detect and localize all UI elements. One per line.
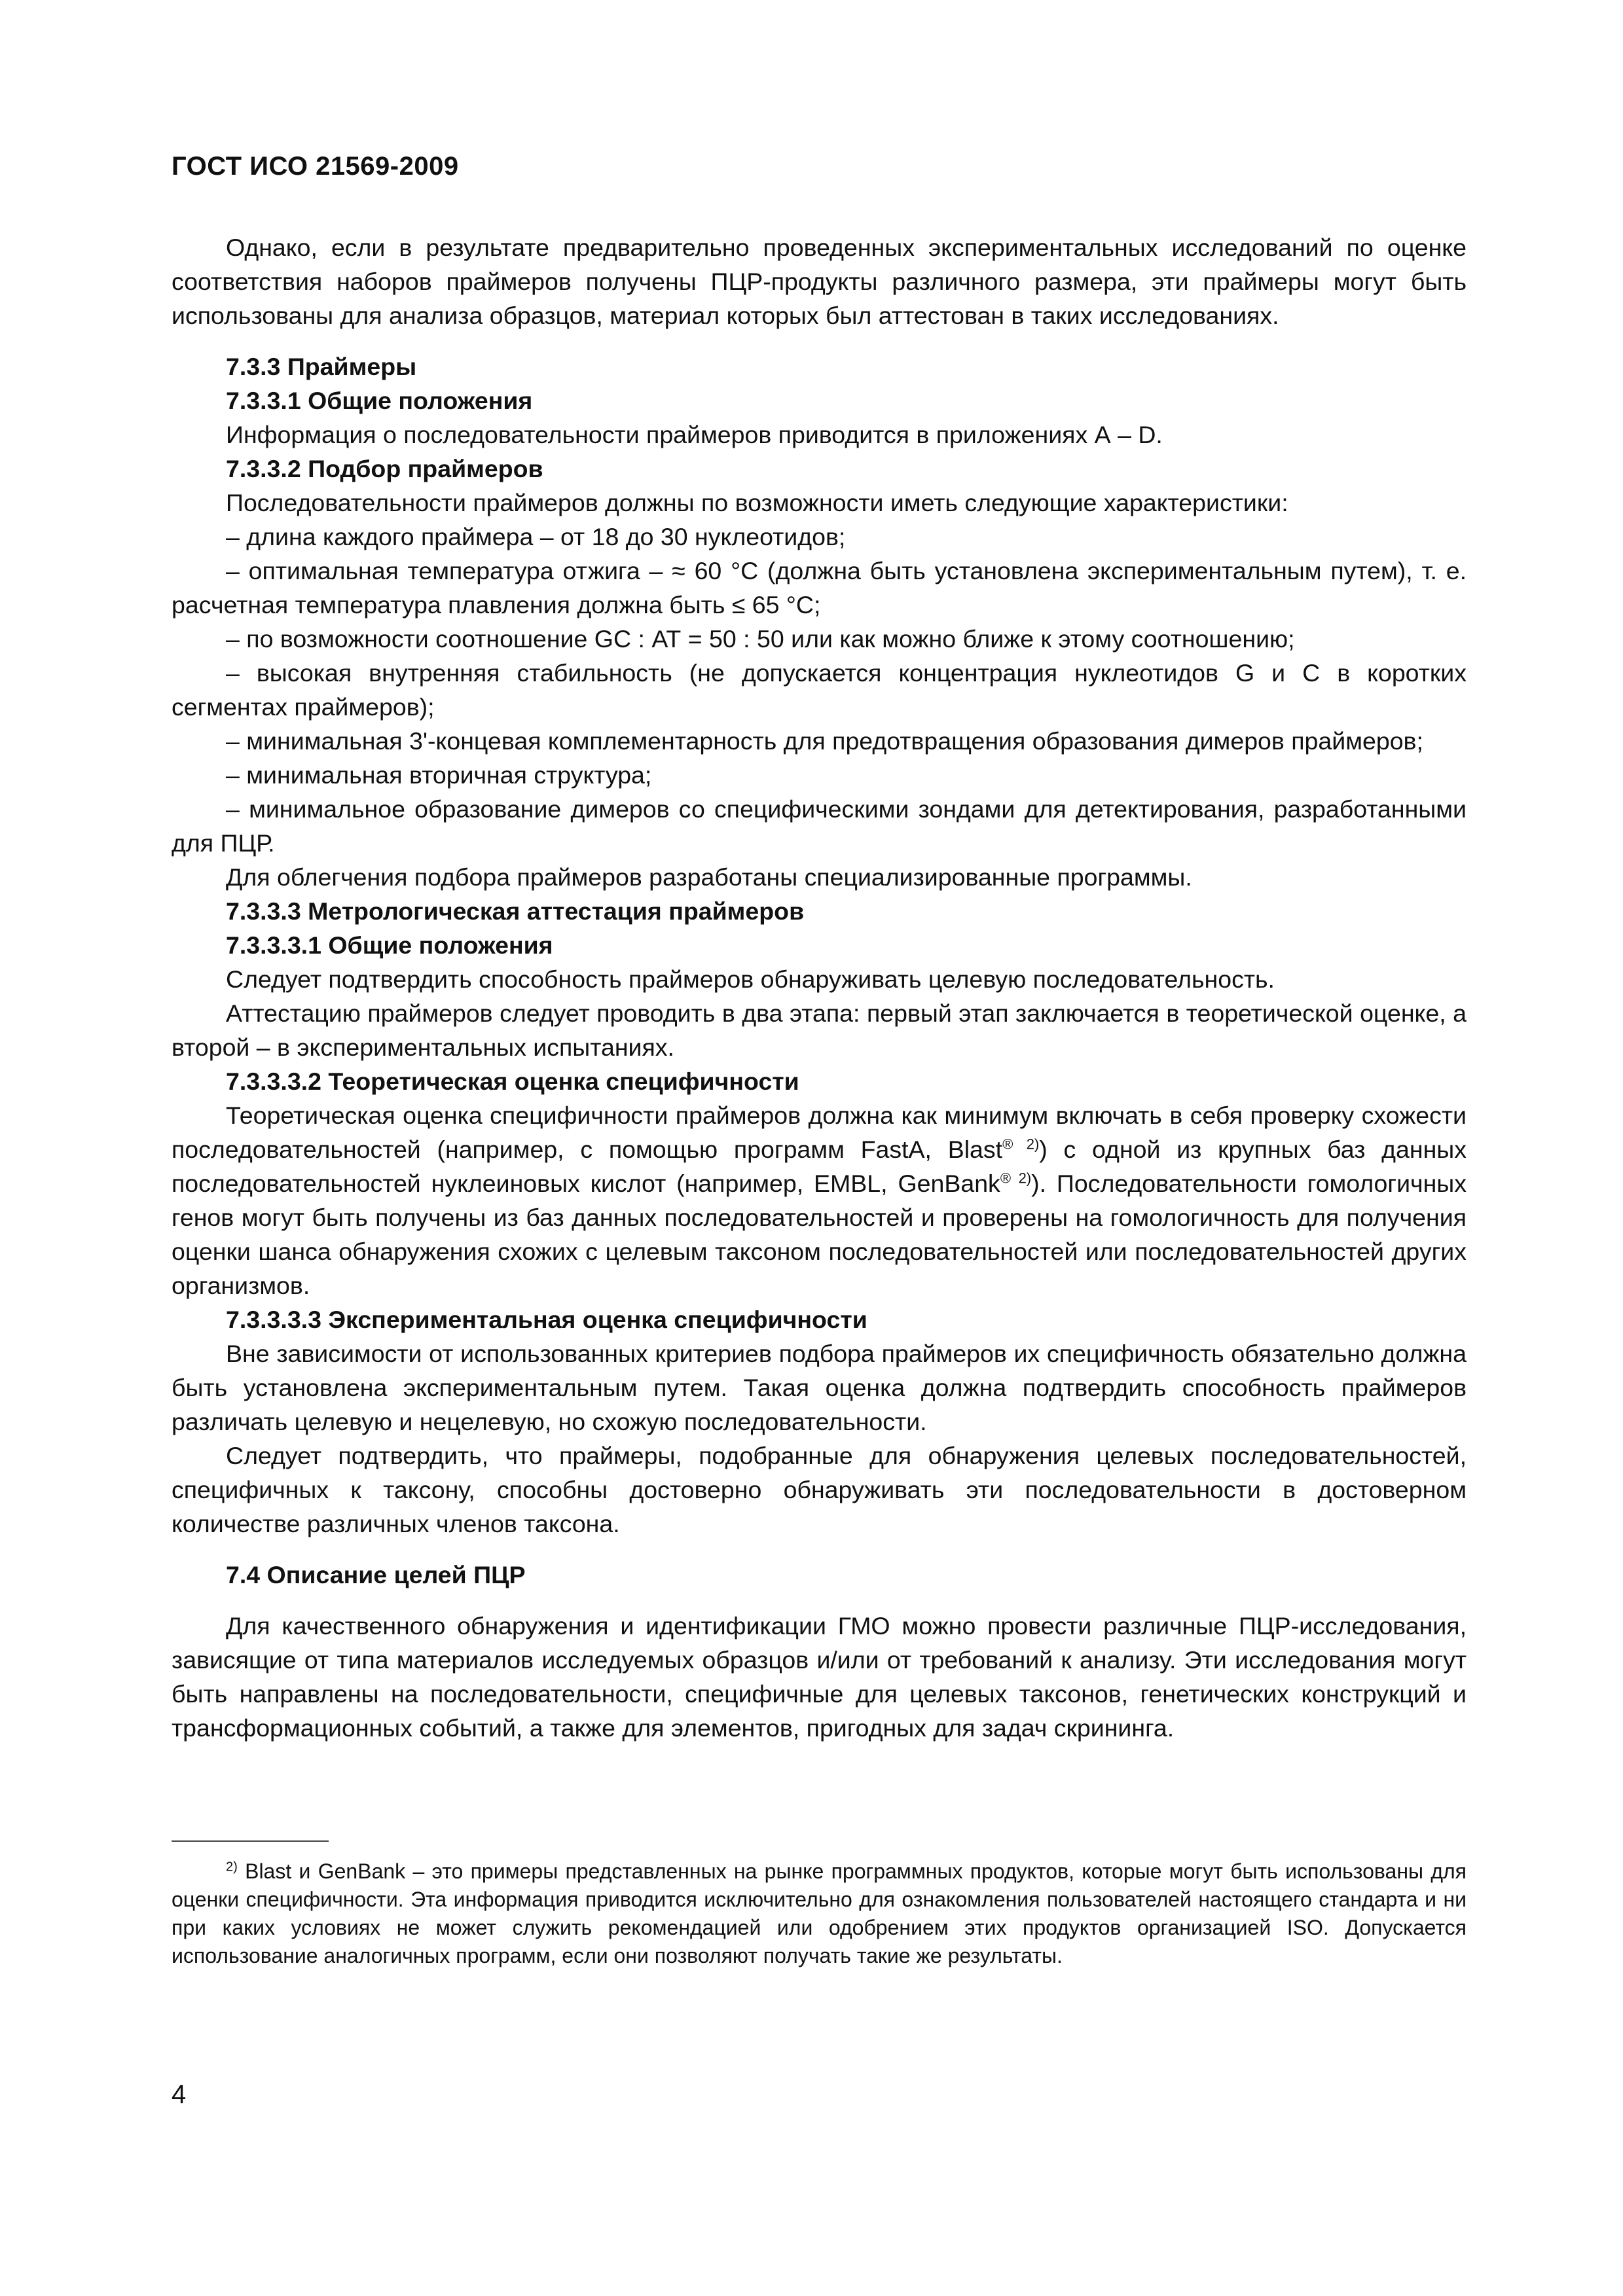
document-header: ГОСТ ИСО 21569-2009 <box>172 152 459 181</box>
page-number: 4 <box>172 2080 187 2109</box>
footnote <box>172 1857 1467 1970</box>
paragraph-text: Теоретическая оценка специфичности праймеров должна как минимум включать в себя проверку схожести последовательностей (например, с помощью программ FastA, Blast <box>172 1102 1467 1163</box>
list-item: – высокая внутренняя стабильность (не допускается концентрация нуклеотидов G и С в коротких сегментах праймеров); <box>172 659 1467 721</box>
footnote-paragraph <box>172 1857 1467 1970</box>
footnote-separator <box>172 1840 329 1842</box>
heading-7-4: 7.4 Описание целей ПЦР <box>226 1561 526 1588</box>
footnote-reference: ® 2) <box>1002 1136 1040 1153</box>
paragraph-7-4: Для качественного обнаружения и идентификации ГМО можно провести различные ПЦР-исследования, зависящие от типа материалов исследуемых образцов и/или от требований к анализу. Эти исследования могут быть направлены на последовательности, специфичные для целевых таксонов, генетических конструкций и трансформационных событий, а также для элементов, пригодных для задач скрининга. <box>172 1612 1467 1742</box>
list-item: – минимальная 3'-концевая комплементарность для предотвращения образования димеров праймеров; <box>226 727 1423 755</box>
list-item: – минимальная вторичная структура; <box>226 761 652 789</box>
heading-7-3-3-2: 7.3.3.2 Подбор праймеров <box>226 455 543 482</box>
paragraph-7-3-3-3-1-b: Аттестацию праймеров следует проводить в два этапа: первый этап заключается в теоретической оценке, а второй – в экспериментальных испытаниях. <box>172 999 1467 1061</box>
heading-7-3-3-3: 7.3.3.3 Метрологическая аттестация праймеров <box>226 897 805 925</box>
list-item: – оптимальная температура отжига – ≈ 60 °С (должна быть установлена экспериментальным путем), т. е. расчетная температура плавления должна быть ≤ 65 °С; <box>172 557 1467 619</box>
footnote-mark: 2) <box>226 1859 238 1874</box>
paragraph-7-3-3-3-2 <box>172 1098 1467 1302</box>
footnote-text: Blast и GenBank – это примеры представленных на рынке программных продуктов, которые могут быть использованы для оценки специфичности. Эта информация приводится исключительно для ознакомления пользователей настоящего стандарта и ни при каких условиях не может служить рекомендацией или одобрением этих продуктов организацией ISO. Допускается использование аналогичных программ, если они позволяют получать такие же результаты. <box>172 1859 1467 1967</box>
paragraph-7-3-3-2-intro: Последовательности праймеров должны по возможности иметь следующие характеристики: <box>226 489 1288 516</box>
footnote-reference: ® 2) <box>1000 1170 1032 1187</box>
list-item: – минимальное образование димеров со специфическими зондами для детектирования, разработанными для ПЦР. <box>172 795 1467 857</box>
heading-7-3-3-3-3: 7.3.3.3.3 Экспериментальная оценка специфичности <box>226 1306 867 1333</box>
paragraph-7-3-3-3-3-a: Вне зависимости от использованных критериев подбора праймеров их специфичность обязательно должна быть установлена экспериментальным путем. Такая оценка должна подтвердить способность праймеров различать целевую и нецелевую, но схожую последовательности. <box>172 1340 1467 1435</box>
paragraph-7-3-3-3-3-b: Следует подтвердить, что праймеры, подобранные для обнаружения целевых последовательностей, специфичных к таксону, способны достоверно обнаруживать эти последовательности в достоверном количестве различных членов таксона. <box>172 1442 1467 1537</box>
document-body <box>172 230 1467 1745</box>
heading-7-3-3: 7.3.3 Праймеры <box>226 353 417 380</box>
heading-7-3-3-1: 7.3.3.1 Общие положения <box>226 387 533 414</box>
paragraph-7-3-3-1: Информация о последовательности праймеров приводится в приложениях А – D. <box>226 421 1163 448</box>
intro-paragraph: Однако, если в результате предварительно проведенных экспериментальных исследований по оценке соответствия наборов праймеров получены ПЦР-продукты различного размера, эти праймеры могут быть использованы для анализа образцов, материал которых был аттестован в таких исследованиях. <box>172 234 1467 329</box>
paragraph-7-3-3-3-1-a: Следует подтвердить способность праймеров обнаруживать целевую последовательность. <box>226 965 1275 993</box>
list-item: – длина каждого праймера – от 18 до 30 нуклеотидов; <box>226 523 846 550</box>
heading-7-3-3-3-1: 7.3.3.3.1 Общие положения <box>226 931 553 959</box>
paragraph-text: ) с одной из крупных баз данных последовательностей нуклеиновых кислот (например, EMBL, GenBank <box>172 1136 1467 1197</box>
list-item: – по возможности соотношение GC : АТ = 50 : 50 или как можно ближе к этому соотношению; <box>226 625 1295 653</box>
paragraph-text: ). Последовательности гомологичных генов могут быть получены из баз данных последовательностей и проверены на гомологичность для получения оценки шанса обнаружения схожих с целевым таксоном последовательностей или последовательностей других организмов. <box>172 1170 1467 1299</box>
heading-7-3-3-3-2: 7.3.3.3.2 Теоретическая оценка специфичности <box>226 1067 799 1095</box>
paragraph-7-3-3-2-end: Для облегчения подбора праймеров разработаны специализированные программы. <box>226 863 1192 891</box>
